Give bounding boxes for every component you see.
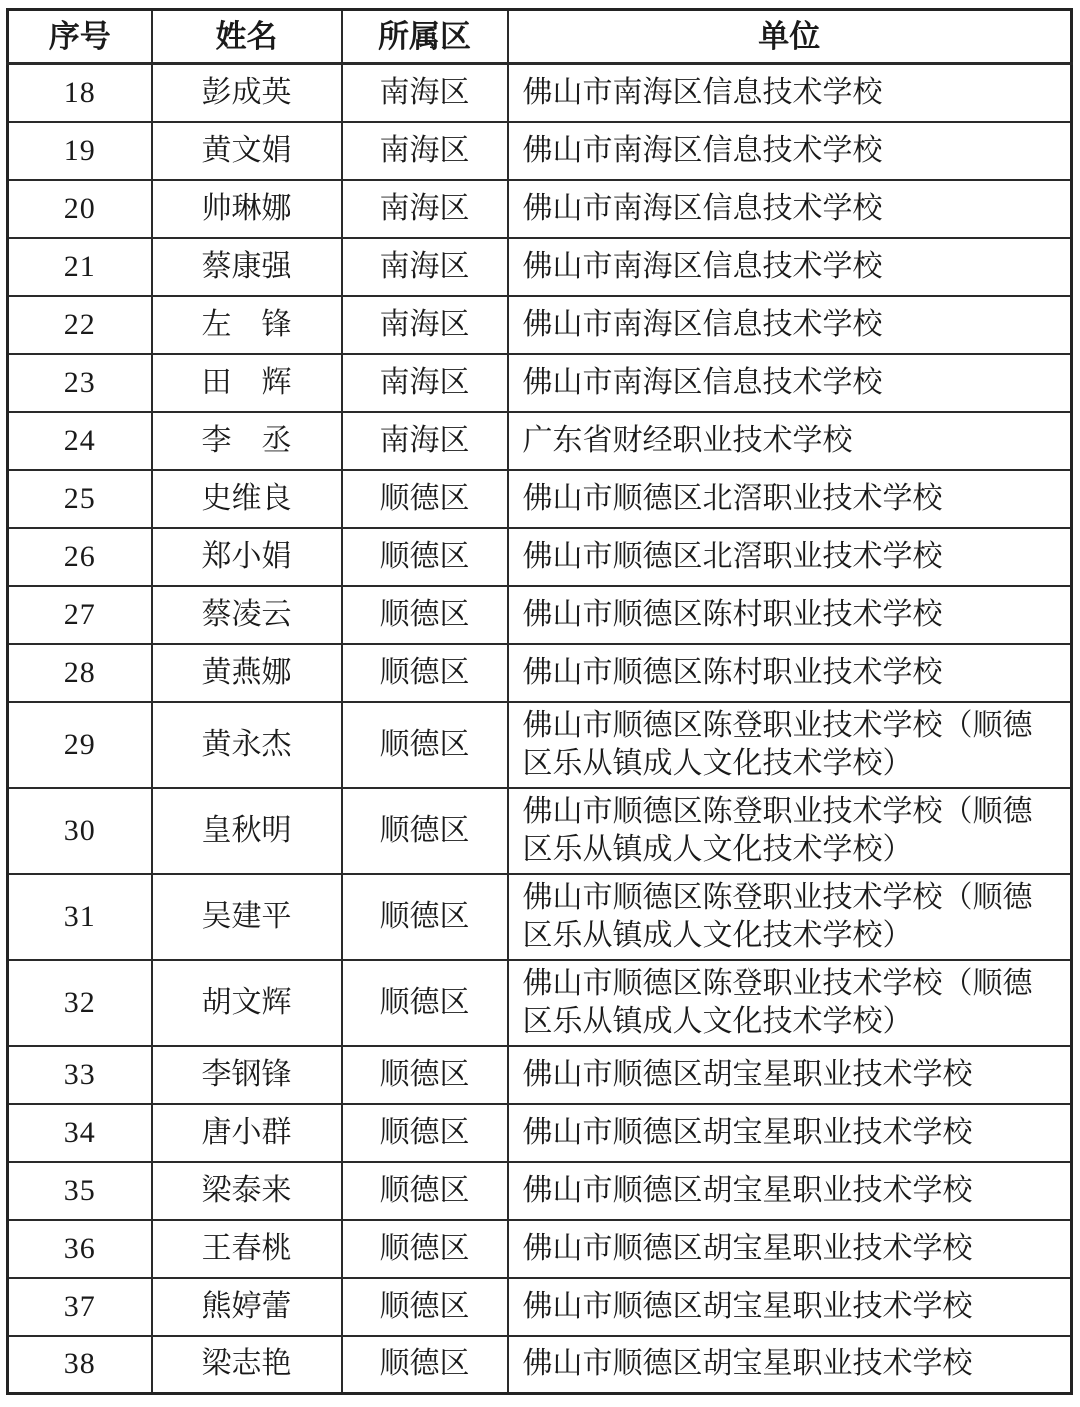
table-row xyxy=(8,528,1072,586)
cell-unit: 佛山市顺德区陈村职业技术学校 xyxy=(508,586,1072,644)
cell-name: 郑小娟 xyxy=(152,528,342,586)
cell-name: 彭成英 xyxy=(152,64,342,122)
cell-index: 19 xyxy=(8,122,152,180)
table-row xyxy=(8,180,1072,238)
cell-unit: 佛山市顺德区胡宝星职业技术学校 xyxy=(508,1046,1072,1104)
cell-name: 帅琳娜 xyxy=(152,180,342,238)
cell-index: 24 xyxy=(8,412,152,470)
cell-index: 22 xyxy=(8,296,152,354)
cell-district: 顺德区 xyxy=(342,1220,508,1278)
cell-index: 23 xyxy=(8,354,152,412)
table-row xyxy=(8,644,1072,702)
cell-district: 南海区 xyxy=(342,180,508,238)
cell-index: 20 xyxy=(8,180,152,238)
cell-unit: 佛山市顺德区胡宝星职业技术学校 xyxy=(508,1104,1072,1162)
table-row xyxy=(8,960,1072,1046)
cell-unit: 佛山市顺德区陈村职业技术学校 xyxy=(508,644,1072,702)
cell-index: 37 xyxy=(8,1278,152,1336)
cell-name: 黄文娟 xyxy=(152,122,342,180)
cell-index: 26 xyxy=(8,528,152,586)
cell-index: 32 xyxy=(8,960,152,1046)
cell-district: 顺德区 xyxy=(342,644,508,702)
table-row xyxy=(8,1104,1072,1162)
personnel-roster-table xyxy=(6,8,1073,1395)
table-row xyxy=(8,1336,1072,1394)
document-page xyxy=(0,8,1080,1407)
table-row xyxy=(8,1278,1072,1336)
cell-district: 顺德区 xyxy=(342,960,508,1046)
table-row xyxy=(8,470,1072,528)
cell-name: 蔡康强 xyxy=(152,238,342,296)
table-row xyxy=(8,788,1072,874)
cell-unit: 佛山市顺德区陈登职业技术学校（顺德区乐从镇成人文化技术学校） xyxy=(508,874,1072,960)
table-row xyxy=(8,64,1072,122)
cell-index: 27 xyxy=(8,586,152,644)
cell-district: 顺德区 xyxy=(342,528,508,586)
cell-district: 南海区 xyxy=(342,238,508,296)
cell-name: 左 锋 xyxy=(152,296,342,354)
cell-index: 21 xyxy=(8,238,152,296)
cell-index: 18 xyxy=(8,64,152,122)
cell-name: 唐小群 xyxy=(152,1104,342,1162)
cell-name: 黄永杰 xyxy=(152,702,342,788)
cell-unit: 佛山市顺德区北滘职业技术学校 xyxy=(508,528,1072,586)
cell-index: 25 xyxy=(8,470,152,528)
cell-unit: 佛山市顺德区北滘职业技术学校 xyxy=(508,470,1072,528)
cell-unit: 佛山市南海区信息技术学校 xyxy=(508,122,1072,180)
cell-district: 顺德区 xyxy=(342,586,508,644)
cell-name: 史维良 xyxy=(152,470,342,528)
header-row xyxy=(8,10,1072,64)
cell-index: 34 xyxy=(8,1104,152,1162)
cell-index: 30 xyxy=(8,788,152,874)
cell-unit: 佛山市顺德区陈登职业技术学校（顺德区乐从镇成人文化技术学校） xyxy=(508,702,1072,788)
cell-index: 31 xyxy=(8,874,152,960)
cell-district: 顺德区 xyxy=(342,788,508,874)
column-header-index: 序号 xyxy=(8,10,152,64)
table-header xyxy=(8,10,1072,64)
table-row xyxy=(8,412,1072,470)
table-row xyxy=(8,1220,1072,1278)
cell-unit: 佛山市顺德区胡宝星职业技术学校 xyxy=(508,1162,1072,1220)
cell-index: 35 xyxy=(8,1162,152,1220)
table-row xyxy=(8,238,1072,296)
cell-district: 南海区 xyxy=(342,412,508,470)
cell-district: 顺德区 xyxy=(342,470,508,528)
table-body xyxy=(8,64,1072,1394)
table-row xyxy=(8,874,1072,960)
cell-name: 王春桃 xyxy=(152,1220,342,1278)
cell-unit: 佛山市顺德区胡宝星职业技术学校 xyxy=(508,1220,1072,1278)
cell-name: 胡文辉 xyxy=(152,960,342,1046)
cell-unit: 佛山市顺德区胡宝星职业技术学校 xyxy=(508,1336,1072,1394)
cell-index: 33 xyxy=(8,1046,152,1104)
table-row xyxy=(8,354,1072,412)
table-row xyxy=(8,1162,1072,1220)
table-row xyxy=(8,1046,1072,1104)
cell-unit: 佛山市南海区信息技术学校 xyxy=(508,238,1072,296)
cell-unit: 佛山市顺德区陈登职业技术学校（顺德区乐从镇成人文化技术学校） xyxy=(508,788,1072,874)
cell-district: 南海区 xyxy=(342,354,508,412)
cell-unit: 佛山市顺德区陈登职业技术学校（顺德区乐从镇成人文化技术学校） xyxy=(508,960,1072,1046)
column-header-unit: 单位 xyxy=(508,10,1072,64)
cell-unit: 佛山市顺德区胡宝星职业技术学校 xyxy=(508,1278,1072,1336)
cell-name: 吴建平 xyxy=(152,874,342,960)
cell-district: 南海区 xyxy=(342,296,508,354)
table-row xyxy=(8,296,1072,354)
cell-unit: 佛山市南海区信息技术学校 xyxy=(508,180,1072,238)
column-header-name: 姓名 xyxy=(152,10,342,64)
column-header-district: 所属区 xyxy=(342,10,508,64)
cell-name: 熊婷蕾 xyxy=(152,1278,342,1336)
cell-index: 29 xyxy=(8,702,152,788)
cell-district: 顺德区 xyxy=(342,1162,508,1220)
cell-district: 南海区 xyxy=(342,64,508,122)
cell-name: 田 辉 xyxy=(152,354,342,412)
cell-index: 28 xyxy=(8,644,152,702)
cell-district: 顺德区 xyxy=(342,1104,508,1162)
cell-name: 蔡凌云 xyxy=(152,586,342,644)
cell-district: 顺德区 xyxy=(342,1046,508,1104)
cell-unit: 广东省财经职业技术学校 xyxy=(508,412,1072,470)
cell-unit: 佛山市南海区信息技术学校 xyxy=(508,354,1072,412)
cell-district: 顺德区 xyxy=(342,702,508,788)
cell-district: 南海区 xyxy=(342,122,508,180)
table-row xyxy=(8,586,1072,644)
cell-name: 李钢锋 xyxy=(152,1046,342,1104)
cell-name: 皇秋明 xyxy=(152,788,342,874)
cell-unit: 佛山市南海区信息技术学校 xyxy=(508,296,1072,354)
cell-name: 黄燕娜 xyxy=(152,644,342,702)
cell-district: 顺德区 xyxy=(342,874,508,960)
cell-name: 梁志艳 xyxy=(152,1336,342,1394)
table-row xyxy=(8,122,1072,180)
cell-unit: 佛山市南海区信息技术学校 xyxy=(508,64,1072,122)
cell-index: 38 xyxy=(8,1336,152,1394)
cell-index: 36 xyxy=(8,1220,152,1278)
cell-district: 顺德区 xyxy=(342,1278,508,1336)
cell-name: 梁泰来 xyxy=(152,1162,342,1220)
table-row xyxy=(8,702,1072,788)
cell-name: 李 丞 xyxy=(152,412,342,470)
cell-district: 顺德区 xyxy=(342,1336,508,1394)
